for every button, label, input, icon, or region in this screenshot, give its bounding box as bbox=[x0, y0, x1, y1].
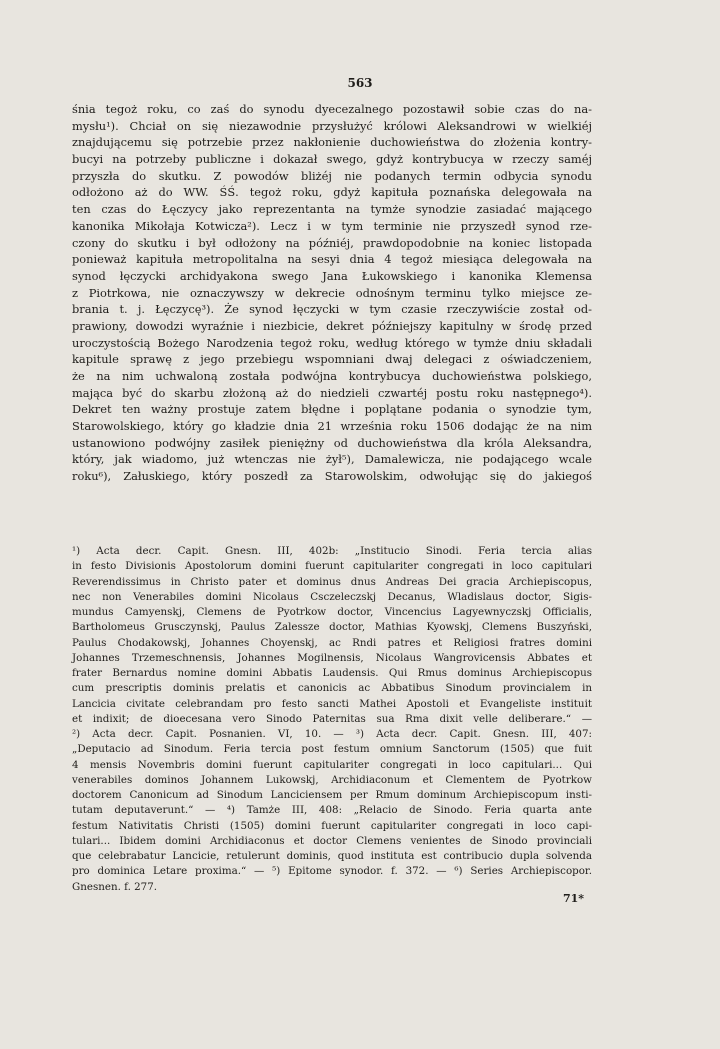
footnote-line: Paulus Chodakowskj, Johannes Choyenskj, ac Rndi patres et Religiosi fratres domini bbox=[72, 636, 592, 649]
body-line: brania t. j. Łęczycę³). Że synod łęczycki w tym czasie rzeczywiście został od- bbox=[72, 302, 592, 317]
footnote-line: Lancicia civitate celebrandam pro festo sancti Mathei Apostoli et Evangeliste instituit bbox=[72, 697, 592, 710]
footnote-line: nec non Venerabiles domini Nicolaus Csczeleczskj Decanus, Wladislaus doctor, Sigis- bbox=[72, 590, 592, 603]
footnote-line: et indixit; de dioecesana vero Sinodo Paternitas sua Rma dixit velle deliberare.“ — bbox=[72, 712, 592, 725]
footnote-line: tutam deputaverunt.“ — ⁴) Tamże III, 408: „Relacio de Sinodo. Feria quarta ante bbox=[72, 804, 592, 817]
body-line: z Piotrkowa, nie oznaczywszy w dekrecie odnośnym terminu tylko miejsce ze- bbox=[72, 285, 592, 300]
body-line: znajdującemu się potrzebie przez nakłonienie duchowieństwa do złożenia kontry- bbox=[72, 135, 592, 150]
footnote-line: cum prescriptis dominis prelatis et canonicis ac Abbatibus Sinodum provincialem in bbox=[72, 682, 592, 695]
footnote-line: venerabiles dominos Johannem Lukowskj, Archidiaconum et Clementem de Pyotrkow bbox=[72, 773, 592, 786]
body-line: śnia tegoż roku, co zaś do synodu dyecezalnego pozostawił sobie czas do na- bbox=[72, 102, 592, 116]
footnote-line: Gnesnen. f. 277. bbox=[72, 880, 158, 893]
body-line: mysłu¹). Chciał on się niezawodnie przysłużyć królowi Aleksandrowi w wielkiéj bbox=[72, 118, 592, 133]
footnote-line: pro dominica Letare proxima.“ — ⁵) Epitome synodor. f. 372. — ⁶) Series Archiepiscopor. bbox=[72, 865, 592, 878]
body-line: uroczystością Bożego Narodzenia tegoż roku, według którego w tymże dniu składali bbox=[72, 335, 592, 350]
footnote-line: Johannes Trzemeschnensis, Johannes Mogilnensis, Nicolaus Wangrovicensis Abbates et bbox=[72, 651, 592, 664]
body-line: ustanowiono podwójny zasiłek pieniężny od duchowieństwa dla króla Aleksandra, bbox=[72, 435, 592, 450]
body-line: Starowolskiego, który go kładzie dnia 21 września roku 1506 dodając że na nim bbox=[72, 419, 592, 434]
footnotes bbox=[72, 544, 592, 895]
body-line: bucyi na potrzeby publiczne i dokazał swego, gdyż kontrybucya w rzeczy saméj bbox=[72, 152, 592, 167]
footnote-line: ²) Acta decr. Capit. Posnanien. VI, 10. — ³) Acta decr. Capit. Gnesn. III, 407: bbox=[72, 728, 592, 740]
body-line: odłożono aż do WW. ŚŚ. tegoż roku, gdyż kapituła poznańska delegowała na bbox=[72, 185, 592, 200]
footnote-line: tulari... Ibidem domini Archidiaconus et doctor Clemens venientes de Sinodo provinciali bbox=[72, 834, 592, 847]
body-line: czony do skutku i był odłożony na późniéj, prawdopodobnie na koniec listopada bbox=[72, 235, 592, 250]
footnote-line: „Deputacio ad Sinodum. Feria tercia post festum omnium Sanctorum (1505) que fuit bbox=[72, 743, 592, 756]
footnote-line: festum Nativitatis Christi (1505) domini fuerunt capitulariter congregati in loco capi- bbox=[72, 819, 592, 832]
body-line: który, jak wiadomo, już wtenczas nie żył⁵), Damalewicza, nie podającego wcale bbox=[72, 452, 592, 467]
footnote-line: que celebrabatur Lancicie, retulerunt dominis, quod instituta est contribucio dupla solvenda bbox=[72, 850, 592, 862]
body-line: roku⁶), Załuskiego, który poszedł za Starowolskim, odwołując się do jakiegoś bbox=[72, 469, 592, 484]
body-line: prawiony, dowodzi wyraźnie i niezbicie, dekret późniejszy kapitulny w środę przed bbox=[72, 318, 592, 333]
footnote-line: doctorem Canonicum ad Sinodum Lanciciensem per Rmum dominum Archiepiscopum insti- bbox=[72, 789, 592, 801]
body-line: ten czas do Łęczycy jako reprezentanta na tymże synodzie zasiadać mającego bbox=[72, 202, 592, 217]
printer-signature-mark: 71* bbox=[563, 892, 585, 905]
footnote-line: mundus Camyenskj, Clemens de Pyotrkow doctor, Vincencius Lagyewnyczskj Officialis, bbox=[72, 606, 592, 618]
body-line: przyszła do skutku. Z powodów bliżéj nie podanych termin odbycia synodu bbox=[72, 168, 592, 183]
body-line: synod łęczycki archidyakona swego Jana Łukowskiego i kanonika Klemensa bbox=[72, 268, 592, 283]
body-line: kapitule sprawę z jego przebiegu wspomniani dwaj delegaci z oświadczeniem, bbox=[72, 352, 592, 367]
body-line: że na nim uchwaloną została podwójna kontrybucya duchowieństwa polskiego, bbox=[72, 369, 592, 383]
body-line: ponieważ kapituła metropolitalna na sesyi dnia 4 tegoż miesiąca delegowała na bbox=[72, 252, 592, 267]
footnote-line: Reverendissimus in Christo pater et dominus dnus Andreas Dei gracia Archiepiscopus, bbox=[72, 575, 592, 588]
footnote-line: Bartholomeus Grusczynskj, Paulus Zalessze doctor, Mathias Kyowskj, Clemens Buszyński, bbox=[72, 621, 592, 634]
body-text bbox=[72, 101, 592, 485]
body-line: kanonika Mikołaja Kotwicza²). Lecz i w tym terminie nie przyszedł synod rze- bbox=[72, 218, 592, 233]
page-number: 563 bbox=[347, 76, 373, 90]
body-line: mająca być do skarbu złożoną aż do niedzieli czwartéj postu roku następnego⁴). bbox=[72, 385, 592, 400]
footnote-line: 4 mensis Novembris domini fuerunt capitulariter congregati in loco capitulari... Qui bbox=[72, 758, 592, 771]
body-line: Dekret ten ważny prostuje zatem błędne i poplątane podania o synodzie tym, bbox=[72, 402, 592, 417]
footnote-line: in festo Divisionis Apostolorum domini fuerunt capitulariter congregati in loco capitulari bbox=[72, 560, 592, 573]
footnote-line: ¹) Acta decr. Capit. Gnesn. III, 402b: „Institucio Sinodi. Feria tercia alias bbox=[72, 545, 592, 557]
footnote-line: frater Bernardus nomine domini Abbatis Laudensis. Qui Rmus dominus Archiepiscopus bbox=[72, 667, 592, 679]
